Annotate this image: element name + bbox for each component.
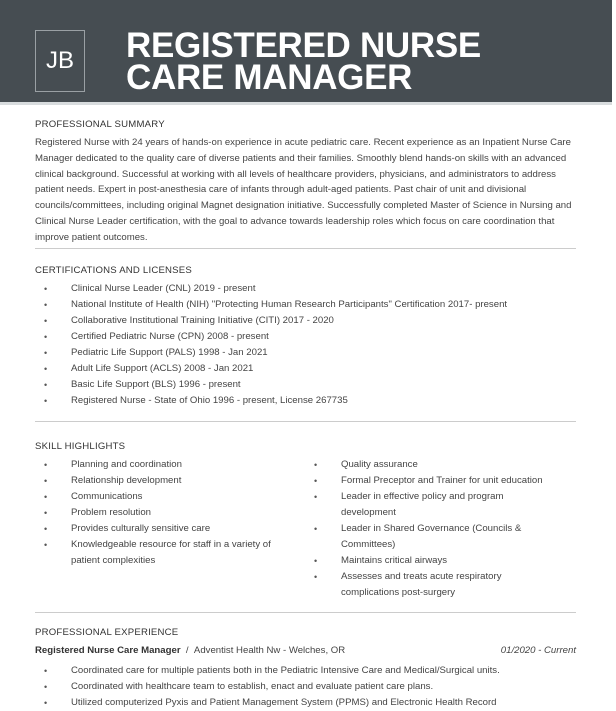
- list-item: • Provides culturally sensitive care: [35, 521, 305, 537]
- list-item: • Collaborative Institutional Training Initiative (CITI) 2017 - 2020: [35, 313, 576, 329]
- list-item: • Leader in Shared Governance (Councils & Committees): [305, 521, 575, 553]
- list-item: • Maintains critical airways: [305, 553, 575, 569]
- list-item: • Knowledgeable resource for staff in a variety of patient complexities: [35, 537, 305, 569]
- job-header: [35, 643, 576, 659]
- title-line-2: CARE MANAGER: [126, 58, 413, 97]
- list-item: • Problem resolution: [35, 505, 305, 521]
- list-item: • Clinical Nurse Leader (CNL) 2019 - present: [35, 281, 576, 297]
- section-heading: CERTIFICATIONS AND LICENSES: [35, 265, 192, 276]
- list-item: • Adult Life Support (ACLS) 2008 - Jan 2021: [35, 361, 576, 377]
- list-item: • Communications: [35, 489, 305, 505]
- list-item: • Utilized computerized Pyxis and Patient Management System (PPMS) and Electronic Health Record: [35, 695, 576, 711]
- list-item: • Formal Preceptor and Trainer for unit education: [305, 473, 575, 489]
- list-item: • Basic Life Support (BLS) 1996 - present: [35, 377, 576, 393]
- list-item: • Quality assurance: [305, 457, 575, 473]
- list-item: • Relationship development: [35, 473, 305, 489]
- list-item: • Certified Pediatric Nurse (CPN) 2008 - present: [35, 329, 576, 345]
- skills-section: [35, 441, 576, 601]
- section-heading: PROFESSIONAL SUMMARY: [35, 119, 165, 130]
- summary-section: [35, 119, 576, 246]
- divider: [35, 248, 576, 249]
- skills-left-column: [35, 457, 305, 601]
- list-item: • Registered Nurse - State of Ohio 1996 - present, License 267735: [35, 393, 576, 409]
- certifications-section: [35, 265, 576, 409]
- divider: [35, 421, 576, 422]
- summary-text: Registered Nurse with 24 years of hands-on experience in acute pediatric care. Recent experience as an Inpatient Nurse Care Manager dedicated to the quality care of diverse patients and their families. Smoothly blend hands-on skills with an advanced clinical background. Successful at working with all levels of healthcare providers, physicians, and administrators to address patient needs. Expert in post-anesthesia care of infants through adult-aged patients. Past chair of unit and divisional councils/committees, including original Magnet designation initiative. Successfully completed Master of Science in Nursing and Clinical Nurse Leader certification, with the goal to advance towards leadership roles which focus on care coordination that improve patient outcomes.: [35, 137, 572, 243]
- job-dates: 01/2020 - Current: [500, 645, 576, 656]
- list-item: • Assesses and treats acute respiratory complications post-surgery: [305, 569, 575, 601]
- divider: [35, 612, 576, 613]
- title-line-1: REGISTERED NURSE: [126, 26, 481, 65]
- list-item: • Leader in effective policy and program development: [305, 489, 575, 521]
- experience-section: [35, 627, 576, 711]
- section-heading: PROFESSIONAL EXPERIENCE: [35, 627, 179, 638]
- list-item: • Coordinated care for multiple patients both in the Pediatric Intensive Care and Medical/Surgical units.: [35, 663, 576, 679]
- header-underline: [0, 102, 612, 105]
- employer: Adventist Health Nw - Welches, OR: [193, 645, 346, 656]
- resume-header: [0, 0, 612, 102]
- section-heading: SKILL HIGHLIGHTS: [35, 441, 126, 452]
- job-title: Registered Nurse Care Manager: [35, 645, 181, 656]
- skills-right-column: [305, 457, 575, 601]
- list-item: • Planning and coordination: [35, 457, 305, 473]
- resume-title: [126, 26, 481, 97]
- separator: /: [185, 645, 189, 656]
- list-item: • Coordinated with healthcare team to establish, enact and evaluate patient care plans.: [35, 679, 576, 695]
- initials-monogram: JB: [35, 30, 85, 92]
- list-item: • Pediatric Life Support (PALS) 1998 - Jan 2021: [35, 345, 576, 361]
- list-item: • National Institute of Health (NIH) "Protecting Human Research Participants" Certification 2017- present: [35, 297, 576, 313]
